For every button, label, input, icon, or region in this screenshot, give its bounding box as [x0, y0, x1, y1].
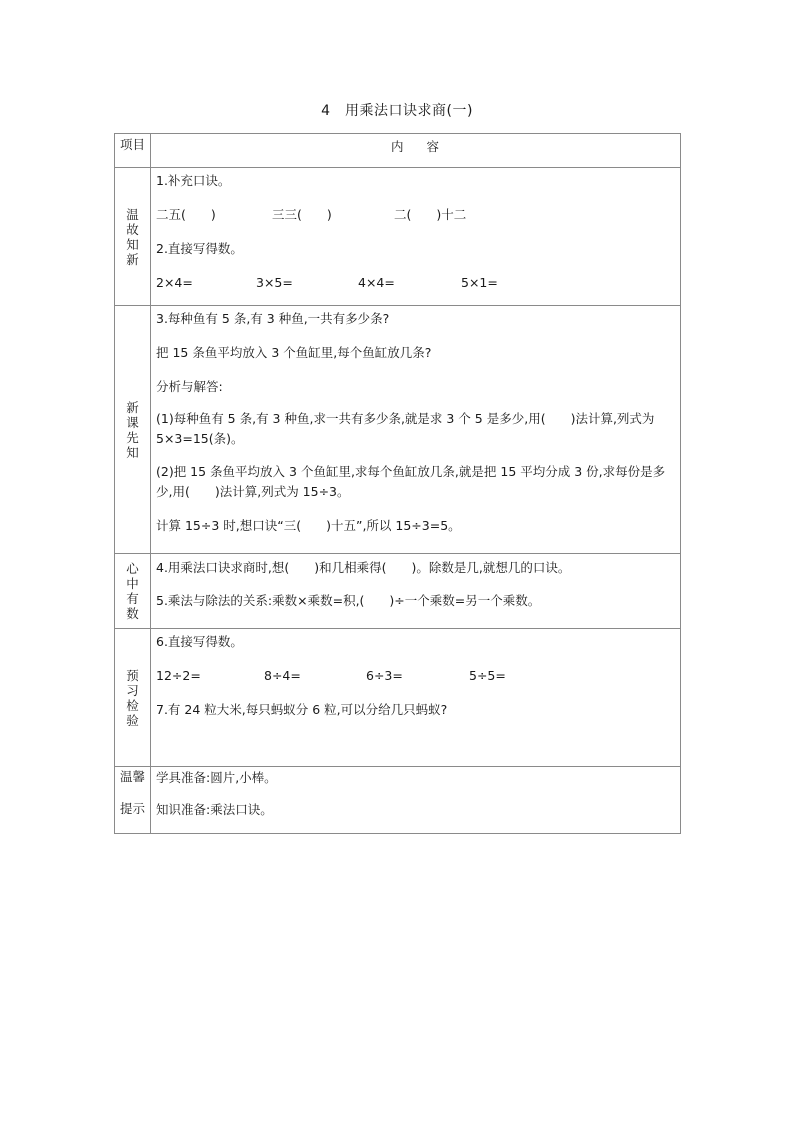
new-lesson-row [115, 306, 681, 554]
header-item-cell [115, 134, 151, 168]
new-lesson-label: 新课先知 [126, 399, 139, 460]
q1-items [156, 206, 676, 223]
reflect-label-cell [115, 554, 151, 629]
reflect-label: 心中有数 [126, 561, 139, 621]
q1-item: 二五( ) [156, 207, 216, 222]
tips-row [115, 767, 681, 834]
q1-item: 三三( ) [272, 207, 332, 222]
q6-text: 6.直接写得数。 [156, 634, 243, 649]
preview-content-cell [151, 629, 681, 767]
header-item-label: 项目 [119, 137, 145, 152]
header-content-label-a: 内 [390, 139, 405, 154]
q2-item: 3×5= [256, 275, 293, 290]
tips-content-cell [151, 767, 681, 834]
review-label-cell [115, 168, 151, 306]
preview-label-cell [115, 629, 151, 767]
q2-items [156, 274, 676, 291]
reflect-row [115, 554, 681, 629]
q2-item: 4×4= [358, 275, 395, 290]
q1-item: 二( )十二 [394, 207, 467, 222]
q2-item: 5×1= [461, 275, 498, 290]
worksheet-table [114, 133, 681, 834]
q7-text: 7.有 24 粒大米,每只蚂蚁分 6 粒,可以分给几只蚂蚁? [156, 702, 448, 717]
new-lesson-content-cell [151, 306, 681, 554]
header-content-cell [151, 134, 681, 168]
analysis-part-3: 计算 15÷3 时,想口诀“三( )十五”,所以 15÷3=5。 [156, 518, 461, 533]
tips-label-2: 提示 [119, 801, 145, 816]
new-lesson-label-cell [115, 306, 151, 554]
q6-item: 5÷5= [469, 668, 506, 683]
analysis-part-2: (2)把 15 条鱼平均放入 3 个鱼缸里,求每个鱼缸放几条,就是把 15 平均分成 3 份,求每份是多少,用( )法计算,列式为 15÷3。 [156, 464, 666, 499]
review-content-cell [151, 168, 681, 306]
preview-row [115, 629, 681, 767]
q3-line1: 3.每种鱼有 5 条,有 3 种鱼,一共有多少条? [156, 311, 390, 326]
q6-item: 6÷3= [366, 668, 403, 683]
q5-text: 5.乘法与除法的关系:乘数×乘数=积,( )÷一个乘数=另一个乘数。 [156, 593, 541, 608]
q1-text: 1.补充口诀。 [156, 173, 231, 188]
header-content-label-b: 容 [426, 139, 441, 154]
header-row [115, 134, 681, 168]
q4-text: 4.用乘法口诀求商时,想( )和几相乘得( )。除数是几,就想几的口诀。 [156, 560, 571, 575]
review-row [115, 168, 681, 306]
page-title: 4 用乘法口诀求商(一) [321, 103, 473, 119]
tips-label-1: 温馨 [119, 769, 145, 784]
q3-line2: 把 15 条鱼平均放入 3 个鱼缸里,每个鱼缸放几条? [156, 345, 432, 360]
tips-label-cell [115, 767, 151, 834]
q2-item: 2×4= [156, 275, 193, 290]
analysis-part-1: (1)每种鱼有 5 条,有 3 种鱼,求一共有多少条,就是求 3 个 5 是多少,用( )法计算,列式为 5×3=15(条)。 [156, 411, 655, 446]
review-label: 温故知新 [126, 206, 139, 267]
q6-item: 8÷4= [264, 668, 301, 683]
preview-label: 预习检验 [126, 667, 139, 728]
q2-text: 2.直接写得数。 [156, 241, 243, 256]
tips-line-1: 学具准备:圆片,小棒。 [156, 770, 277, 785]
tips-line-2: 知识准备:乘法口诀。 [156, 802, 273, 817]
q6-item: 12÷2= [156, 668, 201, 683]
reflect-content-cell [151, 554, 681, 629]
analysis-heading: 分析与解答: [156, 379, 223, 394]
q6-items [156, 667, 676, 684]
